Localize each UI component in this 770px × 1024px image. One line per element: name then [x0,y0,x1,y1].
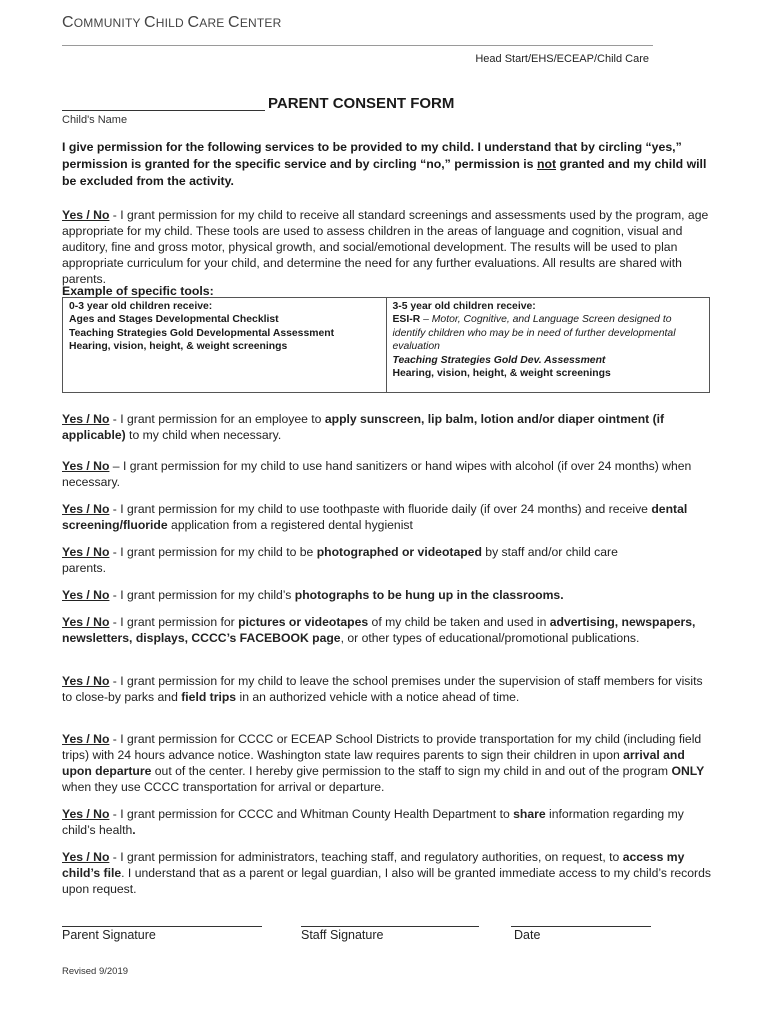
yes-no-choice[interactable]: Yes / No [62,807,110,821]
yes-no-choice[interactable]: Yes / No [62,588,110,602]
intro-statement: I give permission for the following services to be provided to my child. I understand that by circling “yes,” permission is granted for the specific service and by circling “no,” permission is not granted and my child will be excluded from the activity. [62,140,707,188]
date-field[interactable] [511,926,651,927]
consent-dental: Yes / No - I grant permission for my child to use toothpaste with fluoride daily (if over 24 months) and receive dental screening/fluoride application from a registered dental hygienist [62,502,688,532]
parent-signature-field[interactable] [62,926,262,927]
child-name-field[interactable] [62,110,265,111]
form-title: PARENT CONSENT FORM [268,95,455,112]
tools-0-3-cell: 0-3 year old children receive: Ages and Stages Developmental Checklist Teaching Strategies Gold Developmental Assessment Hearing, vision, height, & weight screenings [63,298,387,393]
yes-no-choice[interactable]: Yes / No [62,850,110,864]
revision-note: Revised 9/2019 [62,966,129,977]
consent-sunscreen: Yes / No - I grant permission for an employee to apply sunscreen, lip balm, lotion and/or diaper ointment (if applicable) to my child when necessary. [62,412,665,442]
program-subtitle: Head Start/EHS/ECEAP/Child Care [475,53,649,65]
yes-no-choice[interactable]: Yes / No [62,208,110,222]
date-label: Date [514,928,541,942]
consent-field-trips: Yes / No - I grant permission for my child to leave the school premises under the supervision of staff members for visits to close-by parks and field trips in an authorized vehicle with a notice ahead of time. [62,674,703,704]
staff-signature-label: Staff Signature [301,928,384,942]
consent-file-access: Yes / No - I grant permission for administrators, teaching staff, and regulatory authorities, on request, to access my child’s file. I understand that as a parent or legal guardian, I also will be granted immediate access to my child’s records upon request. [62,850,711,896]
consent-publications: Yes / No - I grant permission for pictures or videotapes of my child be taken and used in advertising, newspapers, newsletters, displays, CCCC’s FACEBOOK page, or other types of educational/promotional publications. [62,615,696,645]
tools-table [62,297,710,393]
child-name-label: Child's Name [62,114,128,126]
yes-no-choice[interactable]: Yes / No [62,502,110,516]
yes-no-choice[interactable]: Yes / No [62,459,110,473]
yes-no-choice[interactable]: Yes / No [62,615,110,629]
consent-classroom-photos: Yes / No - I grant permission for my child’s photographs to be hung up in the classrooms. [62,588,564,602]
consent-health-info: Yes / No - I grant permission for CCCC and Whitman County Health Department to share information regarding my child’s health. [62,807,684,837]
tools-label: Example of specific tools: [62,284,214,298]
yes-no-choice[interactable]: Yes / No [62,732,110,746]
header-divider [62,45,653,46]
yes-no-choice[interactable]: Yes / No [62,545,110,559]
consent-screenings: Yes / No - I grant permission for my child to receive all standard screenings and assessments used by the program, age appropriate for my child. These tools are used to assess children in the areas of language and cognition, visual and auditory, fine and gross motor, physical growth, and social/emotional development. The results will be used to plan appropriate curriculum for your child, and determine the need for any further evaluations. All results are shared with parents. [62,208,709,286]
staff-signature-field[interactable] [301,926,479,927]
yes-no-choice[interactable]: Yes / No [62,674,110,688]
parent-signature-label: Parent Signature [62,928,156,942]
yes-no-choice[interactable]: Yes / No [62,412,110,426]
consent-transportation: Yes / No - I grant permission for CCCC or ECEAP School Districts to provide transportation for my child (including field trips) with 24 hours advance notice. Washington state law requires parents to sign their children in upon arrival and upon departure out of the center. I hereby give permission to the staff to sign my child in and out of the program ONLY when they use CCCC transportation for arrival or departure. [62,732,705,794]
organization-name: COMMUNITY CHILD CARE CENTER [62,14,282,31]
tools-3-5-cell: 3-5 year old children receive: ESI-R – Motor, Cognitive, and Language Screen designed to identify children who may be in need of further developmental evaluation Teaching Strategies Gold Dev. Assessment Hearing, vision, height, & weight screenings [386,298,710,393]
consent-sanitizer: Yes / No – I grant permission for my child to use hand sanitizers or hand wipes with alcohol (if over 24 months) when necessary. [62,459,692,489]
consent-photographed: Yes / No - I grant permission for my child to be photographed or videotaped by staff and/or child care parents. [62,545,618,575]
